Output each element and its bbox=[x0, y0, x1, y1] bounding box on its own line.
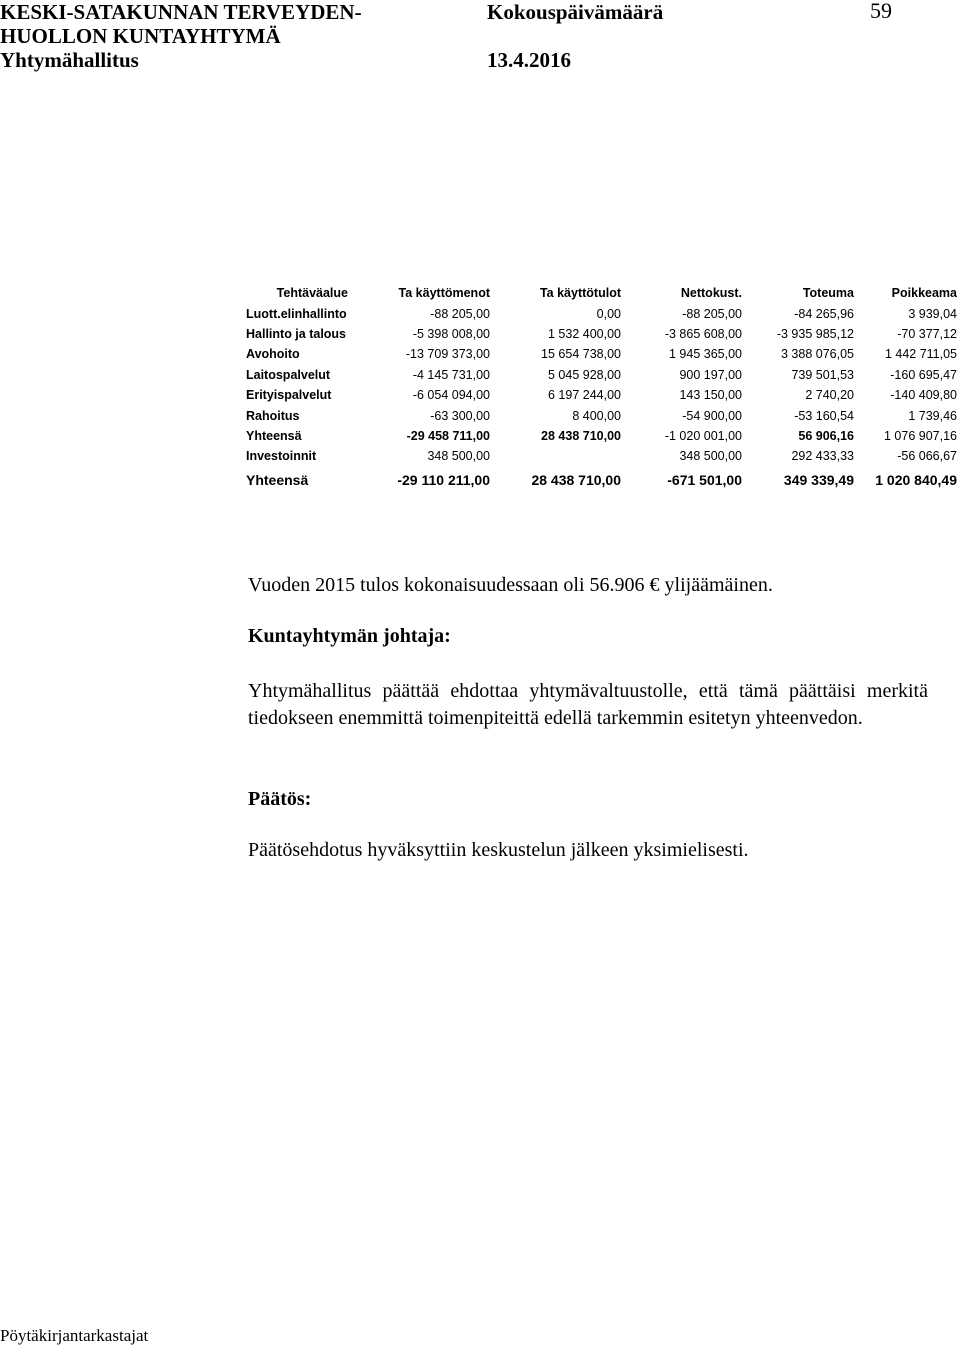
col-header-net-cost: Nettokust. bbox=[680, 286, 742, 301]
cell-budget-income: 0,00 bbox=[596, 306, 621, 321]
cell-budget-income bbox=[490, 446, 621, 466]
cell-budget-expenses: -63 300,00 bbox=[430, 408, 490, 423]
table-row bbox=[246, 365, 957, 385]
table-row bbox=[246, 303, 957, 323]
table-row bbox=[246, 446, 957, 466]
body-name: Yhtymähallitus bbox=[0, 48, 139, 72]
cell-deviation: -70 377,12 bbox=[897, 326, 957, 341]
cell-budget-expenses: -29 458 711,00 bbox=[406, 428, 490, 443]
cell-deviation: -56 066,67 bbox=[897, 449, 957, 464]
cell-budget-income: 28 438 710,00 bbox=[531, 471, 621, 488]
col-header-actual: Toteuma bbox=[802, 286, 854, 301]
cell-budget-expenses: -88 205,00 bbox=[430, 306, 490, 321]
cell-net-cost: 900 197,00 bbox=[679, 367, 742, 382]
cell-budget-expenses: -5 398 008,00 bbox=[412, 326, 490, 341]
cell-actual: 56 906,16 bbox=[798, 428, 854, 443]
summary-text: Vuoden 2015 tulos kokonaisuudessaan oli 56.906 € ylijäämäinen. bbox=[248, 574, 773, 596]
table-row bbox=[246, 405, 957, 425]
budget-table bbox=[246, 283, 957, 493]
table-header-row bbox=[246, 283, 957, 303]
col-header-budget-expenses: Ta käyttömenot bbox=[398, 286, 490, 301]
cell-net-cost: 1 945 365,00 bbox=[669, 347, 742, 362]
cell-deviation: -140 409,80 bbox=[890, 388, 957, 403]
footer-signature-label: Pöytäkirjantarkastajat bbox=[0, 1326, 149, 1345]
cell-budget-expenses: -6 054 094,00 bbox=[412, 388, 490, 403]
cell-budget-income: 5 045 928,00 bbox=[548, 367, 621, 382]
cell-net-cost: -671 501,00 bbox=[667, 471, 742, 488]
meeting-date-label: Kokouspäivämäärä bbox=[487, 0, 664, 24]
row-label: Laitospalvelut bbox=[246, 367, 331, 382]
table-row bbox=[246, 344, 957, 364]
cell-budget-income: 1 532 400,00 bbox=[548, 326, 621, 341]
col-header-deviation: Poikkeama bbox=[891, 286, 957, 301]
table-row-subtotal bbox=[246, 426, 957, 446]
proposal-heading: Kuntayhtymän johtaja: bbox=[248, 625, 451, 647]
decision-text: Päätösehdotus hyväksyttiin keskustelun jälkeen yksimielisesti. bbox=[248, 839, 749, 861]
cell-net-cost: -3 865 608,00 bbox=[664, 326, 742, 341]
cell-deviation: 1 442 711,05 bbox=[884, 347, 957, 362]
cell-budget-expenses: -29 110 211,00 bbox=[397, 471, 490, 488]
decision-heading: Päätös: bbox=[248, 788, 312, 810]
cell-deviation: 3 939,04 bbox=[908, 306, 957, 321]
row-label: Yhteensä bbox=[246, 428, 302, 443]
row-label: Luott.elinhallinto bbox=[246, 306, 347, 321]
row-label: Erityispalvelut bbox=[246, 388, 332, 403]
row-label: Rahoitus bbox=[246, 408, 300, 423]
cell-net-cost: -54 900,00 bbox=[682, 408, 742, 423]
row-label: Avohoito bbox=[246, 347, 300, 362]
cell-budget-expenses: -4 145 731,00 bbox=[412, 367, 490, 382]
cell-deviation: -160 695,47 bbox=[890, 367, 957, 382]
cell-budget-income: 6 197 244,00 bbox=[548, 388, 621, 403]
cell-budget-income: 15 654 738,00 bbox=[541, 347, 621, 362]
row-label: Hallinto ja talous bbox=[246, 326, 347, 341]
cell-deviation: 1 076 907,16 bbox=[884, 428, 957, 443]
meeting-date: 13.4.2016 bbox=[487, 48, 571, 72]
row-label: Investoinnit bbox=[246, 449, 317, 464]
page-number: 59 bbox=[870, 0, 892, 23]
table-row bbox=[246, 324, 957, 344]
row-label: Yhteensä bbox=[246, 471, 309, 488]
table-row-grand-total bbox=[246, 467, 957, 493]
cell-actual: -3 935 985,12 bbox=[776, 326, 854, 341]
cell-actual: -84 265,96 bbox=[794, 306, 854, 321]
cell-budget-income: 28 438 710,00 bbox=[541, 428, 621, 443]
cell-actual: -53 160,54 bbox=[794, 408, 854, 423]
cell-budget-expenses: -13 709 373,00 bbox=[405, 347, 490, 362]
org-name-line2: HUOLLON KUNTAYHTYMÄ bbox=[0, 24, 281, 48]
cell-deviation: 1 020 840,49 bbox=[875, 471, 957, 488]
cell-actual: 292 433,33 bbox=[791, 449, 854, 464]
cell-budget-income: 8 400,00 bbox=[572, 408, 621, 423]
cell-actual: 3 388 076,05 bbox=[781, 347, 854, 362]
cell-net-cost: 143 150,00 bbox=[679, 388, 742, 403]
col-header-budget-income: Ta käyttötulot bbox=[539, 286, 621, 301]
cell-budget-expenses: 348 500,00 bbox=[427, 449, 490, 464]
cell-actual: 739 501,53 bbox=[791, 367, 854, 382]
cell-actual: 2 740,20 bbox=[805, 388, 854, 403]
cell-net-cost: -1 020 001,00 bbox=[664, 428, 742, 443]
table-row bbox=[246, 385, 957, 405]
org-name-line1: KESKI-SATAKUNNAN TERVEYDEN- bbox=[0, 0, 362, 24]
proposal-text: Yhtymähallitus päättää ehdottaa yhtymävaltuustolle, että tämä päättäisi merkitä tiedokseen enemmittä toimenpiteittä edellä tarkemmin esitetyn yhteenvedon. bbox=[248, 680, 928, 729]
cell-deviation: 1 739,46 bbox=[908, 408, 957, 423]
cell-net-cost: 348 500,00 bbox=[679, 449, 742, 464]
cell-actual: 349 339,49 bbox=[783, 471, 854, 488]
col-header-area: Tehtäväalue bbox=[276, 286, 348, 301]
cell-net-cost: -88 205,00 bbox=[682, 306, 742, 321]
